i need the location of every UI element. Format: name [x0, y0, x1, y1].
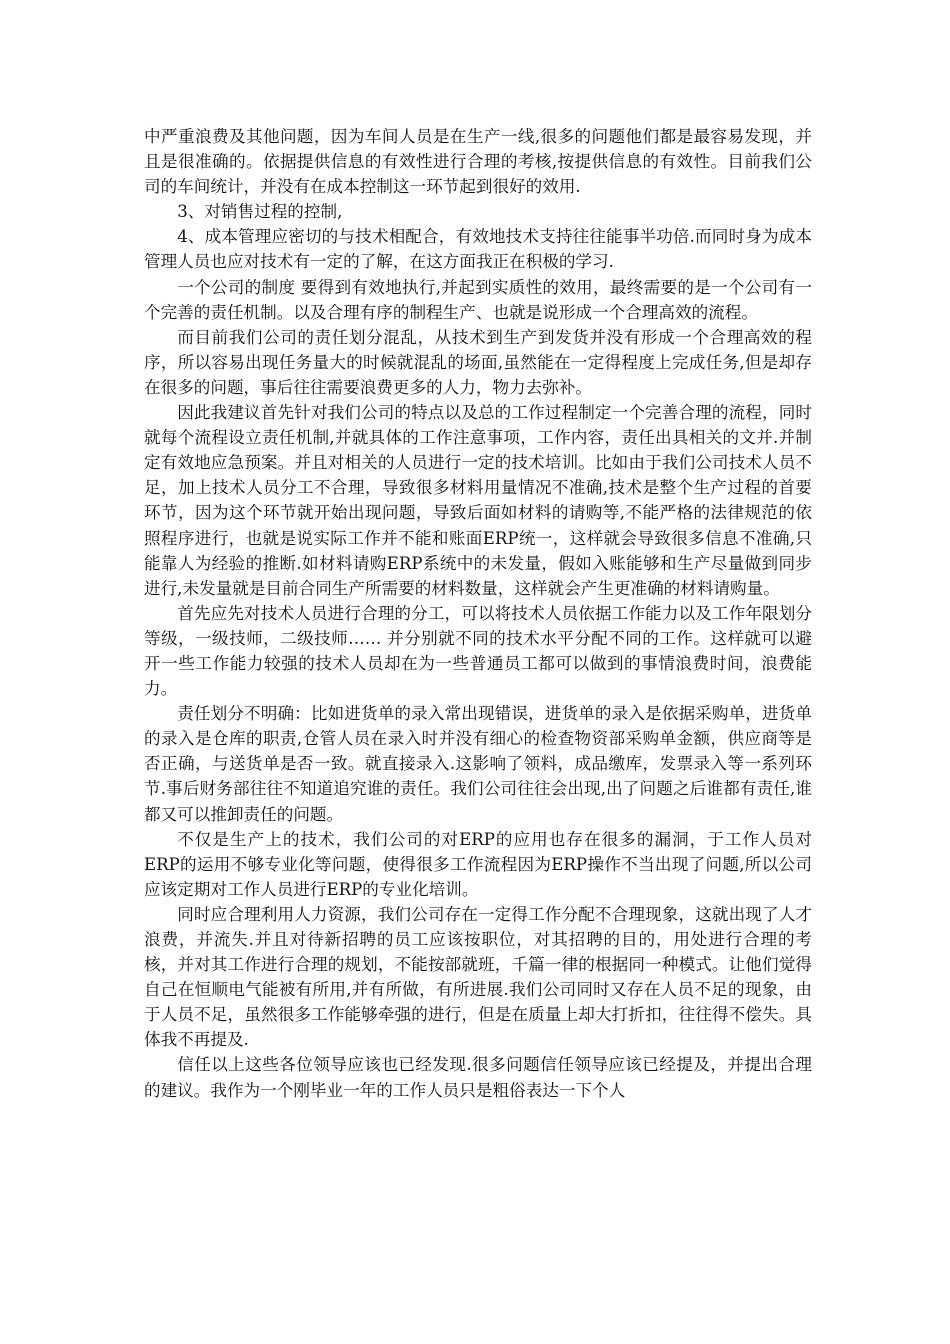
document-body	[144, 124, 812, 1103]
paragraph-6: 因此我建议首先针对我们公司的特点以及总的工作过程制定一个完善合理的流程，同时就每个流程设立责任机制,并就具体的工作注意事项，工作内容，责任出具相关的文并.并制定有效地应急预案。并且对相关的人员进行一定的技术培训。比如由于我们公司技术人员不足，加上技术人员分工不合理，导致很多材料用量情况不准确,技术是整个生产过程的首要环节，因为这个环节就开始出现问题，导致后面如材料的请购等,不能严格的法律规范的依照程序进行，也就是说实际工作并不能和账面ERP统一，这样就会导致很多信息不准确,只能靠人为经验的推断.如材料请购ERP系统中的未发量，假如入账能够和生产尽量做到同步进行,未发量就是目前合同生产所需要的材料数量，这样就会产生更准确的材料请购量。	[144, 403, 812, 598]
paragraph-2: 3、对销售过程的控制,	[177, 202, 343, 222]
paragraph-3: 4、成本管理应密切的与技术相配合，有效地技术支持往往能事半功倍.而同时身为成本管理人员也应对技术有一定的了解，在这方面我正在积极的学习.	[144, 227, 812, 272]
paragraph-7: 首先应先对技术人员进行合理的分工，可以将技术人员依据工作能力以及工作年限划分等级，一级技师，二级技师…… 并分别就不同的技术水平分配不同的工作。这样就可以避开一些工作能力较强的技术人员却在为一些普通员工都可以做到的事情浪费时间，浪费能力。	[144, 603, 812, 699]
paragraph-9: 不仅是生产上的技术，我们公司的对ERP的应用也存在很多的漏洞，于工作人员对ERP的运用不够专业化等问题，使得很多工作流程因为ERP操作不当出现了问题,所以公司应该定期对工作人员进行ERP的专业化培训。	[144, 829, 812, 899]
paragraph-1: 中严重浪费及其他问题，因为车间人员是在生产一线,很多的问题他们都是最容易发现，并且是很准确的。依据提供信息的有效性进行合理的考核,按提供信息的有效性。目前我们公司的车间统计，并没有在成本控制这一环节起到很好的效用.	[144, 127, 812, 197]
paragraph-11: 信任以上这些各位领导应该也已经发现.很多问题信任领导应该已经提及，并提出合理的建议。我作为一个刚毕业一年的工作人员只是粗俗表达一下个人	[144, 1055, 812, 1100]
paragraph-8: 责任划分不明确：比如进货单的录入常出现错误，进货单的录入是依据采购单，进货单的录入是仓库的职责,仓管人员在录入时并没有细心的检查物资部采购单金额，供应商等是否正确，与送货单是否一致。就直接录入.这影响了领料，成品缴库，发票录入等一系列环节.事后财务部往往不知道追究谁的责任。我们公司往往会出现,出了问题之后谁都有责任,谁都又可以推卸责任的问题。	[144, 704, 812, 824]
paragraph-5: 而目前我们公司的责任划分混乱，从技术到生产到发货并没有形成一个合理高效的程序，所以容易出现任务量大的时候就混乱的场面,虽然能在一定得程度上完成任务,但是却存在很多的问题，事后往往需要浪费更多的人力，物力去弥补。	[144, 327, 812, 397]
paragraph-4: 一个公司的制度 要得到有效地执行,并起到实质性的效用，最终需要的是一个公司有一个完善的责任机制。以及合理有序的制程生产、也就是说形成一个合理高效的流程。	[144, 277, 812, 322]
paragraph-10: 同时应合理利用人力资源，我们公司存在一定得工作分配不合理现象，这就出现了人才浪费，并流失.并且对待新招聘的员工应该按职位，对其招聘的目的，用处进行合理的考核，并对其工作进行合理的规划，不能按部就班，千篇一律的根据同一种模式。让他们觉得自己在恒顺电气能被有所用,并有所做，有所进展.我们公司同时又存在人员不足的现象，由于人员不足，虽然很多工作能够牵强的进行，但是在质量上却大打折扣，往往得不偿失。具体我不再提及.	[144, 904, 812, 1050]
